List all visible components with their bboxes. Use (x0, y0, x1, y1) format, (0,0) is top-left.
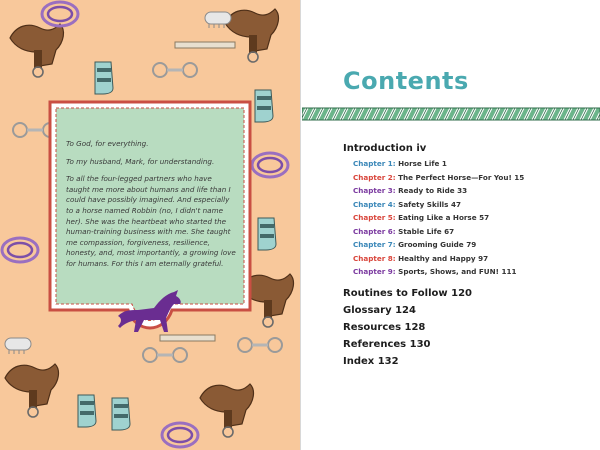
toc-chapter-3[interactable] (343, 184, 593, 198)
chapter-label: Chapter 9: (353, 267, 396, 276)
dedication-text (66, 139, 236, 277)
toc-item-routines[interactable] (343, 285, 593, 302)
toc-page-number: 128 (404, 321, 426, 333)
dedication-line: To my husband, Mark, for understanding. (66, 156, 215, 166)
toc-entry-title: Routines to Follow (343, 287, 448, 299)
toc-page-number: 79 (466, 240, 477, 249)
chapter-label: Chapter 6: (353, 226, 396, 236)
toc-item-glossary[interactable] (343, 302, 593, 319)
chapter-title: Healthy and Happy (398, 253, 476, 263)
toc-page-number: 97 (478, 253, 489, 263)
chapter-title: Eating Like a Horse (398, 213, 477, 222)
toc-page-number: 1 (441, 159, 447, 168)
toc-chapter-1[interactable] (343, 157, 593, 171)
toc-page-number: 132 (377, 355, 399, 367)
chapter-label: Chapter 3: (353, 186, 396, 195)
rope-divider-illustration (302, 106, 600, 122)
chapter-label: Chapter 5: (353, 213, 396, 222)
chapter-title: The Perfect Horse—For You! (398, 172, 512, 182)
toc-page-number: 120 (451, 287, 472, 299)
toc-entry-title: Index (343, 355, 375, 367)
chapter-title: Ready to Ride (398, 186, 455, 195)
toc-page-number: 130 (409, 338, 431, 350)
toc-page-number: 124 (395, 304, 416, 316)
toc-chapter-5[interactable] (343, 211, 593, 225)
toc-entry-title: Glossary (343, 304, 392, 316)
toc-item-resources[interactable] (343, 319, 593, 336)
chapter-label: Chapter 4: (353, 199, 396, 209)
chapter-label: Chapter 7: (353, 240, 396, 249)
toc-item-introduction[interactable] (343, 140, 593, 157)
table-of-contents (343, 140, 593, 370)
chapter-title: Safety Skills (398, 199, 449, 209)
toc-page-number: 111 (501, 267, 517, 276)
chapter-title: Grooming Guide (398, 240, 464, 249)
toc-chapter-9[interactable] (343, 265, 593, 279)
dedication-line: To all the four-legged partners who have taught me more about humans and life than I could have possibly imagined. And especially to a horse named Robbin (no, I didn't name her). She was the heartbeat who started the human-training business with me. She taught me compassion, forgiveness, resilience, honesty, and, most importantly, a growing love for humans. For this I am eternally grateful. (66, 174, 236, 268)
chapter-title: Stable Life (398, 226, 442, 236)
toc-page-number: 15 (514, 172, 525, 182)
horse-silhouette-icon (114, 288, 186, 336)
toc-page-number: 57 (479, 213, 490, 222)
toc-entry-title: Introduction (343, 143, 413, 154)
toc-chapter-8[interactable] (343, 252, 593, 266)
toc-chapter-2[interactable] (343, 171, 593, 185)
toc-chapter-7[interactable] (343, 238, 593, 252)
page-title: Contents (343, 67, 469, 95)
chapter-title: Horse Life (398, 159, 440, 168)
chapter-label: Chapter 2: (353, 172, 396, 182)
chapter-title: Sports, Shows, and FUN! (398, 267, 499, 276)
toc-page-number: 67 (444, 226, 455, 236)
toc-chapter-4[interactable] (343, 198, 593, 212)
toc-entry-title: Resources (343, 321, 402, 333)
toc-page-number: iv (416, 143, 427, 154)
toc-entry-title: References (343, 338, 407, 350)
chapter-label: Chapter 1: (353, 159, 396, 168)
dedication-line: To God, for everything. (66, 139, 149, 148)
toc-page-number: 47 (450, 199, 461, 209)
chapter-label: Chapter 8: (353, 253, 396, 263)
page-gutter (300, 0, 301, 450)
toc-chapter-6[interactable] (343, 225, 593, 239)
toc-page-number: 33 (457, 186, 468, 195)
toc-item-references[interactable] (343, 336, 593, 353)
toc-item-index[interactable] (343, 353, 593, 370)
